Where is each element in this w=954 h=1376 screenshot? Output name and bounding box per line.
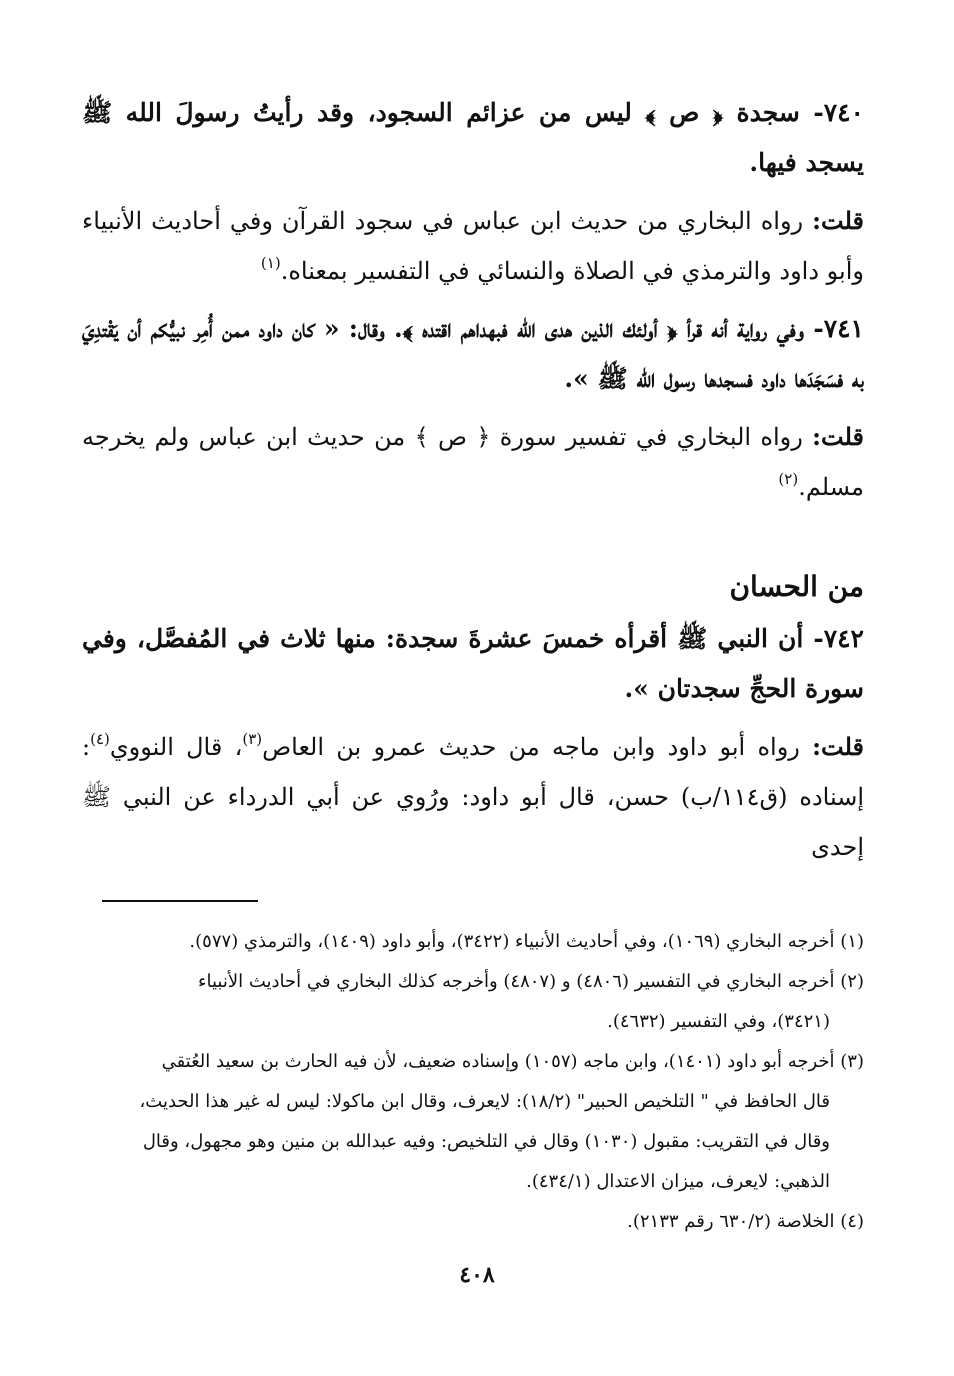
qult-label: قلت: <box>812 732 864 761</box>
qult-label: قلت: <box>812 422 864 451</box>
footnote-ref-1[interactable]: (١) <box>260 254 281 272</box>
commentary-740-text: رواه البخاري من حديث ابن عباس في سجود القرآن وفي أحاديث الأنبياء وأبو داود والترمذي في الصلاة والنسائي في التفسير بمعناه. <box>82 207 864 285</box>
footnote-3: (٣) أخرجه أبو داود (١٤٠١)، وابن ماجه (١٠٥٧) وإسناده ضعيف، لأن فيه الحارث بن سعيد العُتقي <box>161 1051 864 1072</box>
commentary-740 <box>82 196 864 296</box>
main-text <box>82 88 864 880</box>
footnote-3-line-4: الذهبي: لايعرف، ميزان الاعتدال (٤٣٤/١). <box>526 1171 830 1192</box>
footnote-ref-3[interactable]: (٣) <box>242 730 263 748</box>
footnote-4: (٤) الخلاصة (٦٣٠/٢ رقم ٢١٣٣). <box>627 1211 864 1232</box>
commentary-741 <box>82 412 864 512</box>
footnote-ref-4[interactable]: (٤) <box>90 730 110 748</box>
footnote-ref-2[interactable]: (٢) <box>778 470 799 488</box>
footnote-2: (٢) أخرجه البخاري في التفسير (٤٨٠٦) و (٤٨٠٧) وأخرجه كذلك البخاري في أحاديث الأنبياء <box>198 971 864 992</box>
page-number: ٤٠٨ <box>459 1262 495 1288</box>
commentary-742 <box>82 722 864 872</box>
commentary-742-text-b: ، قال النووي <box>109 733 243 761</box>
commentary-742-text-a: رواه أبو داود وابن ماجه من حديث عمرو بن العاص <box>262 733 800 761</box>
footnotes <box>100 922 864 1242</box>
hadith-741-text: ٧٤١- وفي رواية أنه قرأ ﴿ أولئك الذين هدى الله فبهداهم اقتده ﴾. وقال: « كان داود ممن أُمِر نبيُّكم أن يَقْتدِيَ به فسَجَدَها داود فسجدها رسول الله ﷺ ». <box>82 314 864 393</box>
commentary-742-text-c: : إسناده (ق١١٤/ب) حسن، قال أبو داود: ورُوي عن أبي الدرداء عن النبي ﷺ إحدى <box>82 733 864 861</box>
footnote-divider <box>102 900 258 902</box>
footnote-1: (١) أخرجه البخاري (١٠٦٩)، وفي أحاديث الأنبياء (٣٤٢٢)، وأبو داود (١٤٠٩)، والترمذي (٥٧٧). <box>189 931 864 952</box>
section-title: من الحسان <box>729 570 864 603</box>
hadith-741 <box>82 304 864 404</box>
footnote-3-line-3: وقال في التقريب: مقبول (١٠٣٠) وقال في التلخيص: وفيه عبدالله بن منين وهو مجهول، وقال <box>142 1131 830 1152</box>
hadith-740 <box>82 88 864 188</box>
footnote-3-line-2: قال الحافظ في " التلخيص الحبير" (١٨/٢): لايعرف، وقال ابن ماكولا: ليس له غير هذا الحديث، <box>139 1091 830 1112</box>
hadith-742 <box>82 614 864 714</box>
commentary-741-text: رواه البخاري في تفسير سورة ﴿ ص ﴾ من حديث ابن عباس ولم يخرجه مسلم. <box>82 423 864 501</box>
hadith-742-text: ٧٤٢- أن النبي ﷺ أقرأه خمسَ عشرةَ سجدة: منها ثلاث في المُفصَّل، وفي سورة الحجِّ سجدتان ». <box>82 624 864 703</box>
hadith-740-text: ٧٤٠- سجدة ﴿ ص ﴾ ليس من عزائم السجود، وقد رأيتُ رسولَ الله ﷺ يسجد فيها. <box>82 98 864 177</box>
footnote-2-continued: (٣٤٢١)، وفي التفسير (٤٦٣٢). <box>607 1011 830 1032</box>
qult-label: قلت: <box>812 206 864 235</box>
